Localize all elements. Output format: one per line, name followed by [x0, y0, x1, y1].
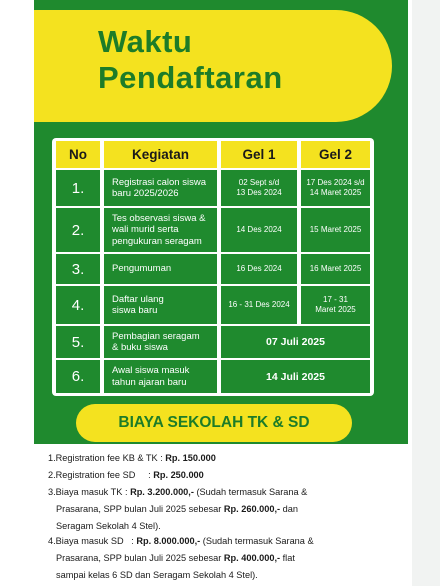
row3-gel2: 16 Maret 2025: [301, 254, 370, 284]
fee-note: (Sudah termasuk Sarana &: [200, 536, 314, 546]
row6-kegiatan: [104, 360, 217, 393]
header-gel1: Gel 1: [221, 141, 297, 168]
row4-no: 4.: [56, 286, 100, 324]
fee-item-4-line2: [56, 550, 362, 567]
row6-date: 14 Juli 2025: [221, 360, 370, 393]
row4-gel2-line1: 17 - 31: [323, 295, 348, 304]
fee-amount: Rp. 3.200.000,-: [130, 487, 194, 497]
row5-kegiatan-line2: & buku siswa: [112, 342, 168, 353]
row1-gel2-line1: 17 Des 2024 s/d: [306, 178, 365, 187]
header-gel2: Gel 2: [301, 141, 370, 168]
row5-no: 5.: [56, 326, 100, 358]
row1-gel2: [301, 170, 370, 206]
fee-amount: Rp. 250.000: [153, 470, 204, 480]
fee-item-3-line2: [56, 501, 362, 518]
right-margin: [412, 0, 440, 586]
fee-note: (Sudah termasuk Sarana &: [193, 487, 308, 497]
row4-kegiatan: [104, 286, 217, 324]
row4-gel2: [301, 286, 370, 324]
row1-kegiatan: [104, 170, 217, 206]
row2-gel2: 15 Maret 2025: [301, 208, 370, 252]
fee-item-1: [48, 450, 364, 467]
row3-kegiatan: Pengumuman: [104, 254, 217, 284]
header-no: No: [56, 141, 100, 168]
row4-kegiatan-line1: Daftar ulang: [112, 293, 164, 305]
page-title-line1: Waktu: [98, 24, 193, 59]
row1-kegiatan-line1: Registrasi calon siswa: [112, 176, 206, 188]
fee-item-4-line3: sampai kelas 6 SD dan Seragam Sekolah 4 Stel).: [56, 570, 258, 580]
fee-note-text: dan: [280, 504, 298, 514]
row1-gel1: [221, 170, 297, 206]
row2-kegiatan-line3: pengukuran seragam: [112, 235, 202, 247]
row3-no: 3.: [56, 254, 100, 284]
fee-spp-amount: Rp. 260.000,-: [223, 504, 281, 514]
row1-kegiatan-line2: baru 2025/2026: [112, 188, 179, 199]
row6-kegiatan-line1: Awal siswa masuk: [112, 365, 190, 376]
fee-label: Biaya masuk SD :: [55, 536, 137, 546]
row1-gel2-line2: 14 Maret 2025: [309, 188, 362, 197]
fee-label: Biaya masuk TK :: [55, 487, 131, 497]
schedule-table: [52, 138, 374, 396]
row5-kegiatan: [104, 326, 217, 358]
row4-gel2-line2: Maret 2025: [315, 305, 356, 314]
fee-number: 2.: [48, 470, 56, 480]
fee-spp-amount: Rp. 400.000,-: [223, 553, 281, 563]
fee-note-text: Prasarana, SPP bulan Juli 2025 sebesar: [56, 504, 224, 514]
row5-date: 07 Juli 2025: [221, 326, 370, 358]
fee-amount: Rp. 8.000.000,-: [136, 536, 201, 546]
row2-no: 2.: [56, 208, 100, 252]
row4-kegiatan-line2: siswa baru: [112, 305, 158, 316]
fee-number: 3.: [48, 487, 56, 497]
row2-kegiatan-line1: Tes observasi siswa &: [112, 212, 206, 224]
fee-item-4: [48, 533, 364, 550]
row2-kegiatan-line2: wali murid serta: [112, 224, 179, 236]
fee-number: 1.: [48, 453, 56, 463]
fee-item-3-line3: Seragam Sekolah 4 Stel).: [56, 521, 161, 531]
fee-amount: Rp. 150.000: [165, 453, 216, 463]
fee-label: Registration fee SD :: [55, 470, 154, 480]
row6-no: 6.: [56, 360, 100, 393]
fee-note-text: flat: [280, 553, 295, 563]
biaya-heading: BIAYA SEKOLAH TK & SD: [76, 404, 352, 442]
row4-gel1: 16 - 31 Des 2024: [221, 286, 297, 324]
fee-number: 4.: [48, 536, 56, 546]
fee-note-text: Prasarana, SPP bulan Juli 2025 sebesar: [56, 553, 224, 563]
page-title-line2: Pendaftaran: [98, 60, 283, 95]
header-kegiatan: Kegiatan: [104, 141, 217, 168]
row1-gel1-line2: 13 Des 2024: [236, 188, 282, 197]
row1-gel1-line1: 02 Sept s/d: [238, 178, 280, 187]
row2-kegiatan: [104, 208, 217, 252]
fee-label: Registration fee KB & TK :: [55, 453, 166, 463]
row5-kegiatan-line1: Pembagian seragam: [112, 330, 200, 342]
row2-gel1: 14 Des 2024: [221, 208, 297, 252]
row1-no: 1.: [56, 170, 100, 206]
fee-item-3: [48, 484, 364, 501]
fee-item-2: [48, 467, 364, 484]
row6-kegiatan-line2: tahun ajaran baru: [112, 376, 187, 388]
row3-gel1: 16 Des 2024: [221, 254, 297, 284]
